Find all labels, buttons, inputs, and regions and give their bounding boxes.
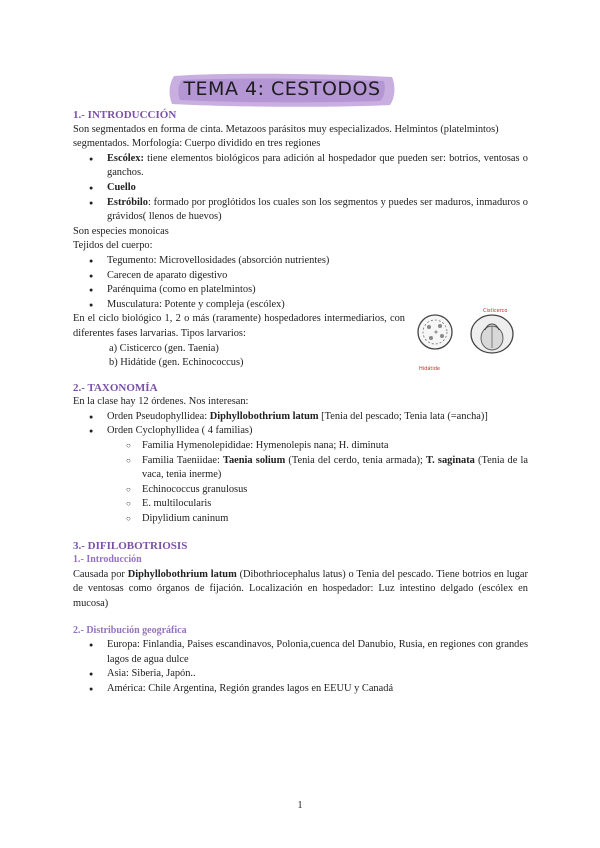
list-item: ● Europa: Finlandia, Paises escandinavos, Polonia,cuenca del Danubio, Rusia, en regiones con grandes lagos de agua dulce [73, 638, 528, 667]
section-heading-difilobotriosis: 3.- DIFILOBOTRIOSIS [73, 539, 188, 552]
list-item: ● Estróbilo: formado por proglótidos los cuales son los segmentos y puedes ser maduros, inmaduros o grávidos( llenos de huevos) [73, 196, 528, 225]
body-regions-list [73, 152, 528, 225]
list-item: ○ Familia Taeniidae: Taenia solium (Tenia del cerdo, tenia armada); T. saginata (Tenia de la vaca, tenia inerme) [73, 454, 528, 483]
list-item: ● Escólex: tiene elementos biológicos para adición al hospedador que pueden ser: botrios, ventosas o ganchos. [73, 152, 528, 181]
tejidos-line: Tejidos del cuerpo: [73, 240, 153, 252]
larva-item: b) Hidátide (gen. Echinococcus) [109, 357, 244, 369]
list-item: ● Tegumento: Microvellosidades (absorción nutrientes) [73, 254, 528, 269]
list-item: ○ Echinococcus granulosus [73, 483, 528, 498]
list-item: ● América: Chile Argentina, Región grandes lagos en EEUU y Canadá [73, 682, 528, 697]
difilobotriosis-paragraph: Causada por Diphyllobothrium latum (Dibothriocephalus latus) o Tenia del pescado. Tiene botrios en lugar de ventosas como órganos de fijación. Localización en hospedador: Luz intestino delgado (escólex en mucosa) [73, 568, 529, 609]
larvae-figure [405, 308, 528, 373]
list-item: ○ Dipylidium caninum [73, 512, 528, 527]
list-item: ● Orden Pseudophyllidea: Diphyllobothrium latum [Tenia del pescado; Tenia lata (=ancha)] [73, 410, 528, 425]
distribution-list [73, 638, 528, 696]
list-item: ○ Familia Hymenolepididae: Hymenolepis nana; H. diminuta [73, 439, 528, 454]
subsection-heading-introduccion: 1.- Introducción [73, 554, 142, 566]
list-item: ● Cuello [73, 181, 528, 196]
intro-paragraph: Son segmentados en forma de cinta. Metazoos parásitos muy especializados. Helmintos (platelmintos) segmentados. Morfología: Cuerpo dividido en tres regiones [73, 123, 499, 150]
taxonomy-intro: En la clase hay 12 órdenes. Nos interesan: [73, 396, 249, 408]
section-heading-taxonomia: 2.- TAXONOMÍA [73, 381, 158, 394]
monoicas-line: Son especies monoicas [73, 225, 169, 237]
list-item: ● Musculatura: Potente y compleja (escólex) [73, 298, 528, 313]
cysticercus-label: Cisticerco [483, 308, 508, 315]
section-heading-introduccion: 1.- INTRODUCCIÓN [73, 109, 177, 121]
families-list [73, 439, 528, 527]
larvae-illustration [413, 308, 525, 364]
page-title: TEMA 4: CESTODOS [183, 78, 381, 100]
hydatid-drawing [418, 315, 452, 349]
subsection-heading-distribucion: 2.- Distribución geográfica [73, 624, 187, 636]
hydatid-label: Hidátide [419, 366, 440, 373]
larva-item: a) Cisticerco (gen. Taenia) [109, 342, 219, 354]
list-item: ● Orden Cyclophyllidea ( 4 familias) [73, 424, 528, 439]
title-banner [168, 72, 396, 108]
cycle-paragraph: En el ciclo biológico 1, 2 o más (raramente) hospedadores intermediarios, con diferentes fases larvarias. Tipos larvarios: [73, 313, 405, 339]
document-body [73, 108, 528, 697]
list-item: ● Parénquima (como en platelmintos) [73, 283, 528, 298]
cysticercus-drawing [471, 315, 513, 353]
list-item: ● Carecen de aparato digestivo [73, 269, 528, 284]
cycle-block [73, 308, 528, 373]
page-number: 1 [297, 800, 303, 811]
orders-list [73, 410, 528, 439]
list-item: ● Asia: Siberia, Japón.. [73, 667, 528, 682]
tissues-list [73, 254, 528, 312]
list-item: ○ E. multilocularis [73, 497, 528, 512]
